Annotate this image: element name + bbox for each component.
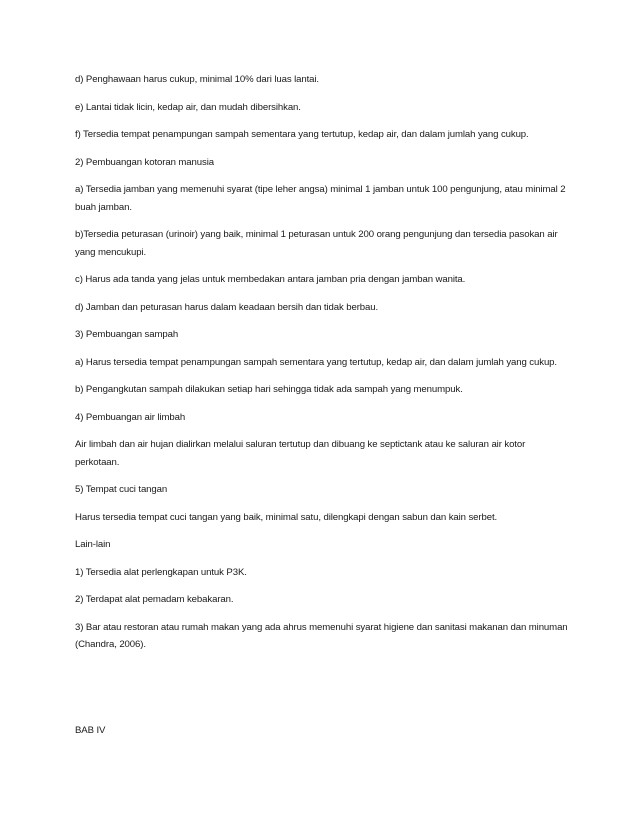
section-heading-wastewater: 4) Pembuangan air limbah xyxy=(75,411,186,423)
paragraph-ventilation: d) Penghawaan harus cukup, minimal 10% dari luas lantai. xyxy=(75,74,319,85)
paragraph-hygiene: 3) Bar atau restoran atau rumah makan yang ada ahrus memenuhi syarat higiene dan sanitasi makanan dan minuman (Chandra, 2006). xyxy=(75,621,568,650)
document-page xyxy=(75,71,570,749)
paragraph-fire-extinguisher: 2) Terdapat alat pemadam kebakaran. xyxy=(75,594,234,605)
chapter-heading: BAB IV xyxy=(75,724,106,736)
paragraph-garbage-bin: a) Harus tersedia tempat penampungan sampah sementara yang tertutup, kedap air, dan dalam jumlah yang cukup. xyxy=(75,356,557,368)
paragraph-toilet-clean: d) Jamban dan peturasan harus dalam keadaan bersih dan tidak berbau. xyxy=(75,301,379,313)
section-heading-misc: Lain-lain xyxy=(75,539,111,550)
section-heading-human-waste: 2) Pembuangan kotoran manusia xyxy=(75,156,214,168)
section-heading-handwash: 5) Tempat cuci tangan xyxy=(75,484,168,495)
paragraph-trash-bin: f) Tersedia tempat penampungan sampah sementara yang tertutup, kedap air, dan dalam jumlah yang cukup. xyxy=(75,129,529,140)
paragraph-urinal: b)Tersedia peturasan (urinoir) yang baik, minimal 1 peturasan untuk 200 orang pengunjung dan tersedia pasokan air yang mencukupi. xyxy=(75,229,558,258)
paragraph-garbage-transport: b) Pengangkutan sampah dilakukan setiap hari sehingga tidak ada sampah yang menumpuk. xyxy=(75,384,463,395)
paragraph-wastewater: Air limbah dan air hujan dialirkan melalui saluran tertutup dan dibuang ke septictank atau ke saluran air kotor perkotaan. xyxy=(75,439,526,468)
paragraph-first-aid: 1) Tersedia alat perlengkapan untuk P3K. xyxy=(75,566,247,578)
paragraph-toilet-signs: c) Harus ada tanda yang jelas untuk membedakan antara jamban pria dengan jamban wanita. xyxy=(75,274,466,285)
paragraph-handwash: Harus tersedia tempat cuci tangan yang baik, minimal satu, dilengkapi dengan sabun dan kain serbet. xyxy=(75,511,498,523)
paragraph-toilet: a) Tersedia jamban yang memenuhi syarat (tipe leher angsa) minimal 1 jamban untuk 100 pengunjung, atau minimal 2 buah jamban. xyxy=(75,184,566,213)
paragraph-floor: e) Lantai tidak licin, kedap air, dan mudah dibersihkan. xyxy=(75,101,301,113)
blank-space xyxy=(75,664,570,722)
section-heading-garbage: 3) Pembuangan sampah xyxy=(75,329,179,340)
